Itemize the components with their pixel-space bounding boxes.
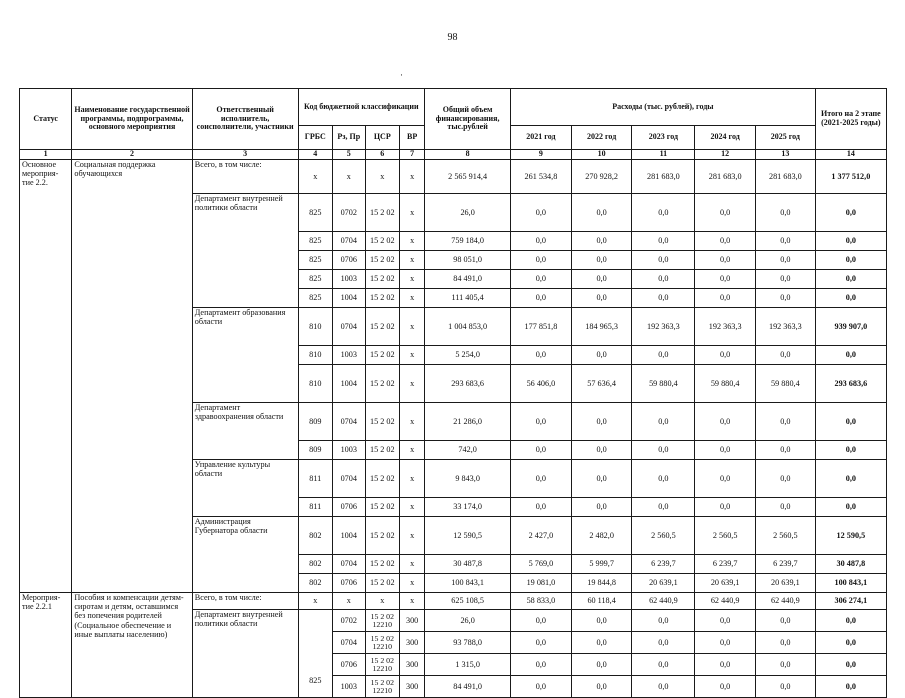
cell: 15 2 02 <box>365 194 400 232</box>
cell: 2 560,5 <box>695 517 756 555</box>
cell: 192 363,3 <box>756 308 816 346</box>
header-status: Статус <box>20 89 72 150</box>
cell: 0,0 <box>632 289 695 308</box>
cell: 177 851,8 <box>511 308 572 346</box>
cell: 0,0 <box>511 441 572 460</box>
column-number: 10 <box>571 150 632 160</box>
cell: 0,0 <box>511 460 572 498</box>
cell: 1 004 853,0 <box>425 308 511 346</box>
cell: 0,0 <box>695 403 756 441</box>
cell: 1003 <box>333 676 365 698</box>
cell: 59 880,4 <box>632 365 695 403</box>
cell: 0,0 <box>756 232 816 251</box>
cell: 825 <box>298 194 333 232</box>
cell: 0704 <box>333 460 365 498</box>
cell: 0,0 <box>695 441 756 460</box>
cell: 0,0 <box>571 289 632 308</box>
cell: х <box>333 593 365 610</box>
cell: 0,0 <box>756 194 816 232</box>
cell: 9 843,0 <box>425 460 511 498</box>
cell: 802 <box>298 517 333 555</box>
cell: х <box>400 403 425 441</box>
column-number: 8 <box>425 150 511 160</box>
cell: 281 683,0 <box>695 160 756 194</box>
cell: 1004 <box>333 289 365 308</box>
executor-cell: Департамент внутренней политики области <box>192 194 298 308</box>
column-number: 3 <box>192 150 298 160</box>
cell: 0,0 <box>756 460 816 498</box>
cell: 0,0 <box>511 632 572 654</box>
cell: 0,0 <box>815 251 886 270</box>
name-cell: Социальная поддержка обучающихся <box>72 160 192 593</box>
cell: 0,0 <box>695 289 756 308</box>
cell: 57 636,4 <box>571 365 632 403</box>
cell: 33 174,0 <box>425 498 511 517</box>
cell: 0706 <box>333 498 365 517</box>
cell: 12 590,5 <box>815 517 886 555</box>
cell: 26,0 <box>425 610 511 632</box>
cell: 59 880,4 <box>695 365 756 403</box>
cell: 93 788,0 <box>425 632 511 654</box>
cell: 1003 <box>333 346 365 365</box>
cell: 20 639,1 <box>756 574 816 593</box>
column-number-row <box>20 150 887 160</box>
cell: 809 <box>298 403 333 441</box>
cell: 0,0 <box>571 232 632 251</box>
cell: 811 <box>298 460 333 498</box>
cell: 0706 <box>333 574 365 593</box>
cell: 300 <box>400 676 425 698</box>
header-budget-code: Код бюджетной классификации <box>298 89 425 126</box>
cell: х <box>400 194 425 232</box>
cell: 2 560,5 <box>756 517 816 555</box>
cell: 56 406,0 <box>511 365 572 403</box>
cell: 759 184,0 <box>425 232 511 251</box>
cell: 0,0 <box>571 403 632 441</box>
cell: 0,0 <box>632 654 695 676</box>
cell: 0,0 <box>815 632 886 654</box>
cell: х <box>400 460 425 498</box>
column-number: 12 <box>695 150 756 160</box>
cell: 2 482,0 <box>571 517 632 555</box>
cell: 15 2 02 <box>365 498 400 517</box>
cell: 0,0 <box>815 289 886 308</box>
cell: 811 <box>298 498 333 517</box>
cell: 98 051,0 <box>425 251 511 270</box>
cell: 58 833,0 <box>511 593 572 610</box>
cell: 0,0 <box>695 610 756 632</box>
cell: 0,0 <box>695 460 756 498</box>
header-vr: ВР <box>400 126 425 150</box>
cell: 0,0 <box>632 632 695 654</box>
cell: 26,0 <box>425 194 511 232</box>
cell: 0,0 <box>756 498 816 517</box>
cell: 0,0 <box>756 632 816 654</box>
cell: 825 <box>298 251 333 270</box>
cell: 0,0 <box>511 498 572 517</box>
cell: 300 <box>400 632 425 654</box>
cell: 15 2 02 <box>365 574 400 593</box>
cell: 0702 <box>333 610 365 632</box>
cell: х <box>400 251 425 270</box>
cell: 0706 <box>333 654 365 676</box>
cell: 0,0 <box>695 654 756 676</box>
cell: 84 491,0 <box>425 676 511 698</box>
cell: х <box>400 346 425 365</box>
header-stage-total: Итого на 2 этапе (2021-2025 годы) <box>815 89 886 150</box>
cell: х <box>400 270 425 289</box>
cell: 0,0 <box>571 194 632 232</box>
cell: 30 487,8 <box>425 555 511 574</box>
table-row <box>20 593 887 610</box>
cell: 5 999,7 <box>571 555 632 574</box>
cell: х <box>365 593 400 610</box>
cell: 0,0 <box>571 654 632 676</box>
cell: х <box>333 160 365 194</box>
header-executor: Ответственный исполнитель, соисполнители, участники <box>192 89 298 150</box>
cell: 0,0 <box>632 232 695 251</box>
name-cell: Пособия и компенсации детям-сиротам и детям, оставшимся без попечения родителей (Социальное обеспечение и иные выплаты населению) <box>72 593 192 698</box>
column-number: 1 <box>20 150 72 160</box>
cell: 0704 <box>333 308 365 346</box>
page-number: 98 <box>447 32 458 43</box>
cell: 59 880,4 <box>756 365 816 403</box>
cell: 12 590,5 <box>425 517 511 555</box>
header-2022: 2022 год <box>571 126 632 150</box>
cell: 15 2 02 <box>365 441 400 460</box>
cell: 0,0 <box>511 194 572 232</box>
cell: 0,0 <box>632 270 695 289</box>
cell: 0,0 <box>756 676 816 698</box>
cell: 810 <box>298 308 333 346</box>
cell: 0,0 <box>756 654 816 676</box>
header-name: Наименование государственной программы, подпрограммы, основного мероприятия <box>72 89 192 150</box>
header-grbs: ГРБС <box>298 126 333 150</box>
cell: 6 239,7 <box>695 555 756 574</box>
cell: 0,0 <box>571 610 632 632</box>
status-cell: Мероприя-тие 2.2.1 <box>20 593 72 698</box>
status-cell: Основное мероприя-тие 2.2. <box>20 160 72 593</box>
cell: 0702 <box>333 194 365 232</box>
header-2023: 2023 год <box>632 126 695 150</box>
cell: 0,0 <box>815 403 886 441</box>
cell: 15 2 02 <box>365 403 400 441</box>
cell: 0,0 <box>632 460 695 498</box>
cell: 802 <box>298 555 333 574</box>
cell: 0,0 <box>511 346 572 365</box>
cell: 15 2 02 12210 <box>365 632 400 654</box>
cell: 0,0 <box>632 251 695 270</box>
cell: 20 639,1 <box>632 574 695 593</box>
executor-cell: Департамент внутренней политики области <box>192 610 298 698</box>
cell: 15 2 02 <box>365 555 400 574</box>
cell: 0,0 <box>815 610 886 632</box>
column-number: 9 <box>511 150 572 160</box>
cell: 0,0 <box>632 194 695 232</box>
cell: 0,0 <box>695 251 756 270</box>
executor-cell: Департамент образования области <box>192 308 298 403</box>
cell: 62 440,9 <box>632 593 695 610</box>
executor-cell: Администрация Губернатора области <box>192 517 298 593</box>
column-number: 13 <box>756 150 816 160</box>
cell: 0,0 <box>756 441 816 460</box>
cell: 15 2 02 <box>365 270 400 289</box>
cell: 0,0 <box>571 270 632 289</box>
cell: 100 843,1 <box>815 574 886 593</box>
header-csr: ЦСР <box>365 126 400 150</box>
cell: 0,0 <box>756 610 816 632</box>
cell: 0,0 <box>756 289 816 308</box>
cell: х <box>400 498 425 517</box>
cell: 0,0 <box>511 654 572 676</box>
cell: 2 565 914,4 <box>425 160 511 194</box>
cell: х <box>400 574 425 593</box>
cell: 0,0 <box>815 194 886 232</box>
header-rzpr: Рз, Пр <box>333 126 365 150</box>
cell: 62 440,9 <box>756 593 816 610</box>
column-number: 6 <box>365 150 400 160</box>
cell: 742,0 <box>425 441 511 460</box>
cell: 0704 <box>333 232 365 251</box>
cell: 0,0 <box>815 346 886 365</box>
cell: 0,0 <box>571 460 632 498</box>
cell: 15 2 02 <box>365 365 400 403</box>
cell: 30 487,8 <box>815 555 886 574</box>
cell: 261 534,8 <box>511 160 572 194</box>
cell: 2 427,0 <box>511 517 572 555</box>
cell: 0,0 <box>632 403 695 441</box>
cell: 0,0 <box>571 346 632 365</box>
cell: 293 683,6 <box>815 365 886 403</box>
cell: 60 118,4 <box>571 593 632 610</box>
executor-cell: Всего, в том числе: <box>192 160 298 194</box>
cell: х <box>400 289 425 308</box>
cell: 5 769,0 <box>511 555 572 574</box>
table-row <box>20 160 887 194</box>
cell: 0,0 <box>632 346 695 365</box>
cell: 15 2 02 12210 <box>365 610 400 632</box>
cell: 0,0 <box>511 251 572 270</box>
cell: х <box>298 160 333 194</box>
cell: 0706 <box>333 251 365 270</box>
cell: 0,0 <box>632 610 695 632</box>
cell: 825 <box>298 270 333 289</box>
cell: 0,0 <box>815 460 886 498</box>
cell: 300 <box>400 610 425 632</box>
cell: х <box>298 593 333 610</box>
cell: 6 239,7 <box>632 555 695 574</box>
cell: 15 2 02 12210 <box>365 676 400 698</box>
cell: 1003 <box>333 270 365 289</box>
cell: 15 2 02 12210 <box>365 654 400 676</box>
column-number: 11 <box>632 150 695 160</box>
cell: 0,0 <box>695 632 756 654</box>
cell: 306 274,1 <box>815 593 886 610</box>
budget-table <box>19 88 887 698</box>
cell: 0,0 <box>632 676 695 698</box>
cell: 15 2 02 <box>365 251 400 270</box>
cell: 0,0 <box>815 232 886 251</box>
scan-speck: · <box>400 70 403 80</box>
cell: 270 928,2 <box>571 160 632 194</box>
cell: 0,0 <box>695 194 756 232</box>
cell: х <box>400 365 425 403</box>
cell: 15 2 02 <box>365 289 400 308</box>
cell: 1004 <box>333 365 365 403</box>
cell: х <box>400 555 425 574</box>
cell: 15 2 02 <box>365 346 400 365</box>
cell: 100 843,1 <box>425 574 511 593</box>
cell: 0,0 <box>511 610 572 632</box>
cell: 0,0 <box>695 676 756 698</box>
cell: 810 <box>298 346 333 365</box>
cell: 0,0 <box>756 403 816 441</box>
cell: 0,0 <box>695 232 756 251</box>
cell: 0704 <box>333 632 365 654</box>
column-number: 14 <box>815 150 886 160</box>
cell: х <box>400 160 425 194</box>
cell: 84 491,0 <box>425 270 511 289</box>
header-2024: 2024 год <box>695 126 756 150</box>
cell: 0,0 <box>815 498 886 517</box>
cell: 15 2 02 <box>365 460 400 498</box>
cell: 0,0 <box>815 270 886 289</box>
cell: 5 254,0 <box>425 346 511 365</box>
cell: 192 363,3 <box>632 308 695 346</box>
cell: 1 377 512,0 <box>815 160 886 194</box>
cell: 939 907,0 <box>815 308 886 346</box>
cell: х <box>400 593 425 610</box>
cell: 0,0 <box>756 251 816 270</box>
cell: 300 <box>400 654 425 676</box>
cell: 15 2 02 <box>365 232 400 251</box>
cell: 0,0 <box>571 251 632 270</box>
header-2025: 2025 год <box>756 126 816 150</box>
cell: 1 315,0 <box>425 654 511 676</box>
executor-cell: Всего, в том числе: <box>192 593 298 610</box>
cell: 6 239,7 <box>756 555 816 574</box>
cell: х <box>400 441 425 460</box>
column-number: 4 <box>298 150 333 160</box>
cell: 0,0 <box>511 270 572 289</box>
cell: 20 639,1 <box>695 574 756 593</box>
cell: 111 405,4 <box>425 289 511 308</box>
cell: 0,0 <box>511 232 572 251</box>
cell: 1004 <box>333 517 365 555</box>
cell: 21 286,0 <box>425 403 511 441</box>
column-number: 7 <box>400 150 425 160</box>
column-number: 2 <box>72 150 192 160</box>
cell: 0,0 <box>756 346 816 365</box>
cell: 281 683,0 <box>756 160 816 194</box>
header-expenses: Расходы (тыс. рублей), годы <box>511 89 816 126</box>
cell: х <box>365 160 400 194</box>
cell: 0,0 <box>511 289 572 308</box>
cell: 0,0 <box>756 270 816 289</box>
cell: 15 2 02 <box>365 308 400 346</box>
cell: 1003 <box>333 441 365 460</box>
cell: 62 440,9 <box>695 593 756 610</box>
cell: 0,0 <box>511 676 572 698</box>
cell: 0704 <box>333 403 365 441</box>
cell: 625 108,5 <box>425 593 511 610</box>
cell: 2 560,5 <box>632 517 695 555</box>
header-total-funding: Общий объем финансирования, тыс.рублей <box>425 89 511 150</box>
cell: 802 <box>298 574 333 593</box>
cell: 0,0 <box>815 441 886 460</box>
cell: 0,0 <box>571 441 632 460</box>
cell: 0,0 <box>571 676 632 698</box>
cell: 281 683,0 <box>632 160 695 194</box>
executor-cell: Департамент здравоохранения области <box>192 403 298 460</box>
executor-cell: Управление культуры области <box>192 460 298 517</box>
cell: 0,0 <box>571 498 632 517</box>
cell: х <box>400 517 425 555</box>
cell: х <box>400 232 425 251</box>
header-2021: 2021 год <box>511 126 572 150</box>
cell: 19 844,8 <box>571 574 632 593</box>
cell: 19 081,0 <box>511 574 572 593</box>
cell: 0,0 <box>695 346 756 365</box>
column-number: 5 <box>333 150 365 160</box>
cell: 0,0 <box>632 498 695 517</box>
cell: 15 2 02 <box>365 517 400 555</box>
cell: 0704 <box>333 555 365 574</box>
cell: 293 683,6 <box>425 365 511 403</box>
cell: 825 <box>298 289 333 308</box>
cell: 0,0 <box>695 498 756 517</box>
cell: 184 965,3 <box>571 308 632 346</box>
cell: 809 <box>298 441 333 460</box>
cell: 0,0 <box>511 403 572 441</box>
cell: х <box>400 308 425 346</box>
cell: 0,0 <box>815 654 886 676</box>
cell: 0,0 <box>632 441 695 460</box>
cell: 825 <box>298 610 333 698</box>
cell: 0,0 <box>815 676 886 698</box>
cell: 810 <box>298 365 333 403</box>
cell: 192 363,3 <box>695 308 756 346</box>
cell: 825 <box>298 232 333 251</box>
table-body <box>20 160 887 698</box>
cell: 0,0 <box>571 632 632 654</box>
cell: 0,0 <box>695 270 756 289</box>
